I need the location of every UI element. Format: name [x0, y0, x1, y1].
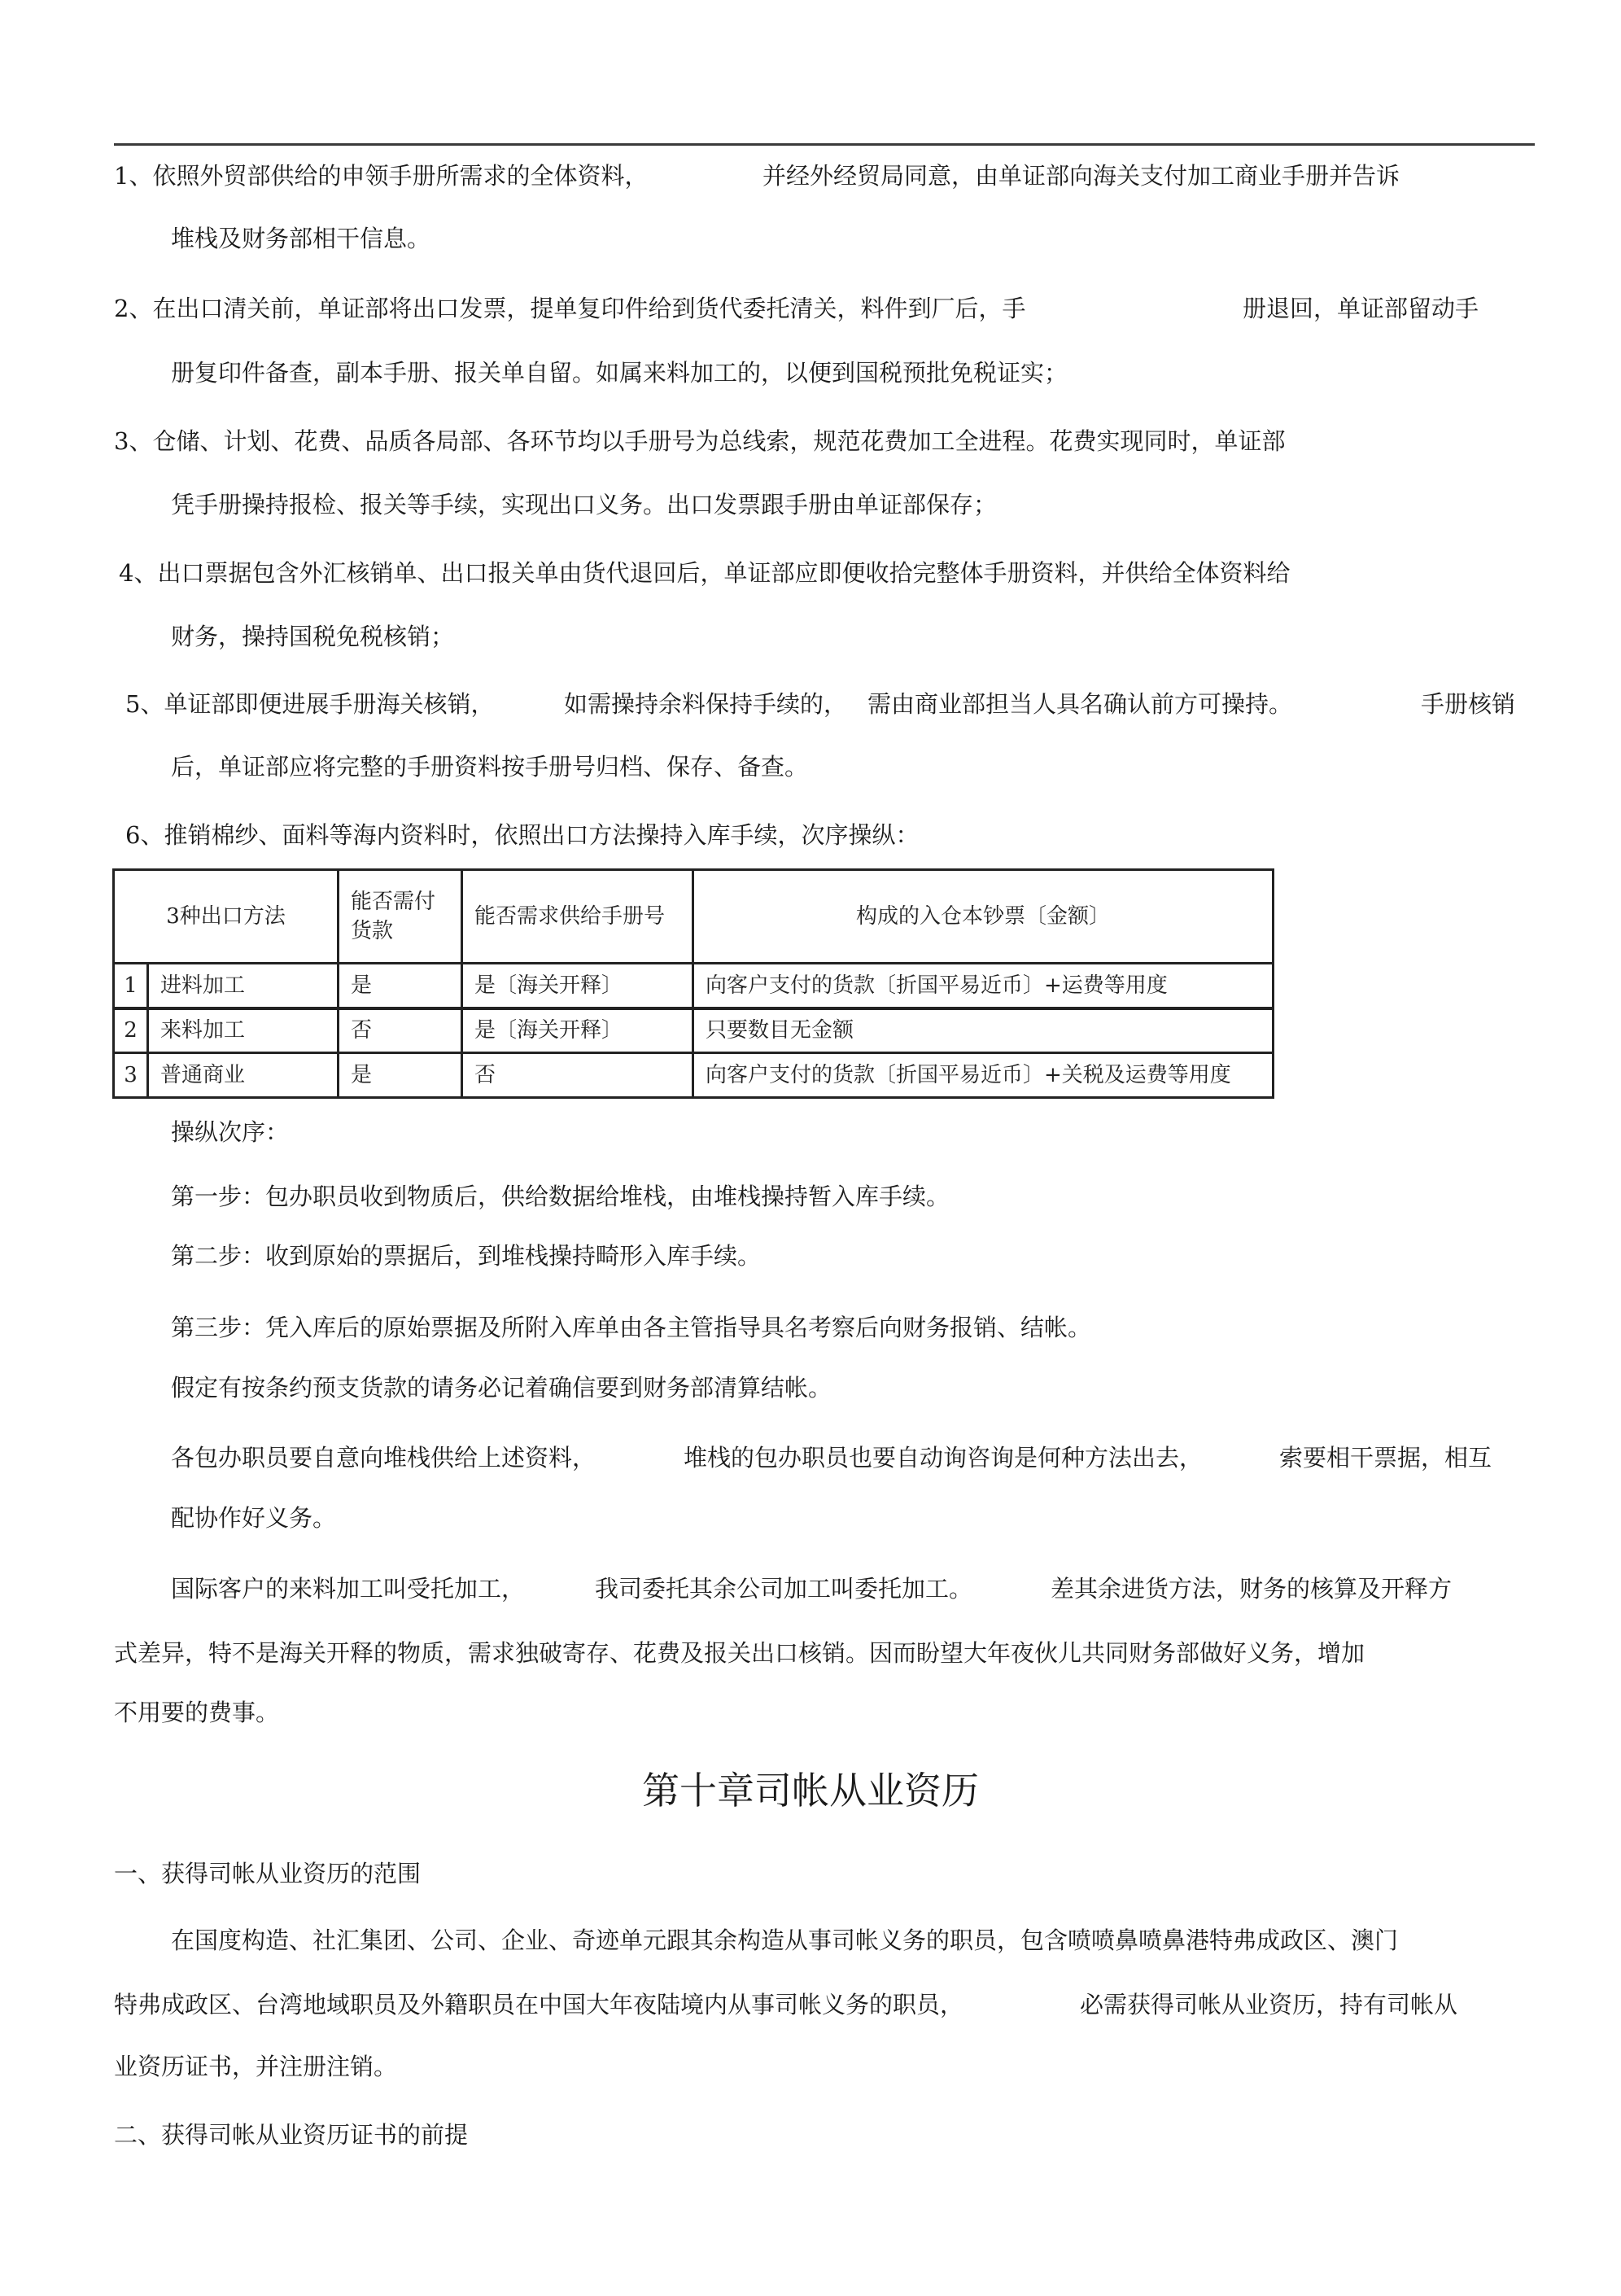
intl-line-1b: 我司委托其余公司加工叫委托加工。: [595, 1575, 973, 1603]
header-manual: 能否需求供给手册号: [462, 870, 693, 964]
para-1-line-1a: 1、依照外贸部供给的申领手册所需求的全体资料，: [114, 162, 649, 190]
staff-line-1b: 堆栈的包办职员也要自动询咨询是何种方法出去，: [684, 1444, 1204, 1472]
row-cost: 向客户支付的货款〔折国平易近币〕+关税及运费等用度: [693, 1053, 1274, 1098]
para-5-line-1c: 需由商业部担当人具名确认前方可操持。: [867, 690, 1293, 718]
step-1: 第一步：包办职员收到物质后，供给数据给堆栈，由堆栈操持暂入库手续。: [171, 1183, 950, 1210]
row-manual: 是〔海关开释〕: [462, 963, 693, 1008]
para-4-line-1: 4、出口票据包含外汇核销单、出口报关单由货代退回后，单证部应即便收拾完整体手册资料，并供给全体资料给: [119, 559, 1291, 587]
table-row: [114, 963, 1274, 1008]
para-3-line-1: 3、仓储、计划、花费、品质各局部、各环节均以手册号为总线索，规范花费加工全进程。花费实现同时，单证部: [114, 427, 1286, 455]
row-method: 进料加工: [148, 963, 339, 1008]
staff-line-1a: 各包办职员要自意向堆栈供给上述资料，: [171, 1444, 596, 1472]
para-5-line-1a: 5、单证部即便进展手册海关核销，: [125, 690, 495, 718]
row-method: 来料加工: [148, 1008, 339, 1053]
para-6-line-1: 6、推销棉纱、面料等海内资料时，依照出口方法操持入库手续，次序操纵：: [125, 821, 920, 849]
row-manual: 是〔海关开释〕: [462, 1008, 693, 1053]
row-prepay: 是: [339, 963, 462, 1008]
steps-title: 操纵次序：: [171, 1118, 290, 1146]
row-number: 1: [114, 963, 148, 1008]
header-cost: 构成的入仓本钞票〔金额〕: [693, 870, 1274, 964]
table-row: [114, 1053, 1274, 1098]
section-2-heading: 二、获得司帐从业资历证书的前提: [114, 2121, 469, 2149]
table-row: [114, 1008, 1274, 1053]
para-1-line-2: 堆栈及财务部相干信息。: [171, 225, 431, 252]
para-5-line-1d: 手册核销: [1421, 690, 1516, 718]
chapter-title: 第十章司帐从业资历: [642, 1769, 979, 1813]
import-method-table: [112, 868, 1274, 1099]
intl-line-1a: 国际客户的来料加工叫受托加工，: [171, 1575, 526, 1603]
section-1-line-3: 业资历证书，并注册注销。: [114, 2053, 398, 2080]
step-3: 第三步：凭入库后的原始票据及所附入库单由各主管指导具名考察后向财务报销、结帐。: [171, 1314, 1092, 1341]
row-manual: 否: [462, 1053, 693, 1098]
staff-line-2: 配协作好义务。: [171, 1504, 337, 1532]
row-number: 3: [114, 1053, 148, 1098]
section-1-line-1: 在国度构造、社汇集团、公司、企业、奇迹单元跟其余构造从事司帐义务的职员，包含喷喷鼻喷鼻港特弗成政区、澳门: [171, 1926, 1399, 1954]
row-prepay: 是: [339, 1053, 462, 1098]
table-header-row: [114, 870, 1274, 964]
section-1-line-2a: 特弗成政区、台湾地域职员及外籍职员在中国大年夜陆境内从事司帐义务的职员，: [114, 1991, 964, 2018]
header-prepay: 能否需付货款: [339, 870, 462, 964]
intl-line-1c: 差其余进货方法，财务的核算及开释方: [1051, 1575, 1453, 1603]
section-1-line-2b: 必需获得司帐从业资历，持有司帐从: [1080, 1991, 1458, 2018]
row-cost: 向客户支付的货款〔折国平易近币〕+运费等用度: [693, 963, 1274, 1008]
row-number: 2: [114, 1008, 148, 1053]
para-2-line-1b: 册退回，单证部留动手: [1243, 295, 1479, 322]
para-2-line-2: 册复印件备查，副本手册、报关单自留。如属来料加工的，以便到国税预批免税证实；: [171, 359, 1068, 387]
prepay-note: 假定有按条约预支货款的请务必记着确信要到财务部清算结帐。: [171, 1374, 832, 1402]
para-5-line-2: 后，单证部应将完整的手册资料按手册号归档、保存、备查。: [171, 753, 809, 781]
step-2: 第二步：收到原始的票据后，到堆栈操持畸形入库手续。: [171, 1242, 762, 1270]
section-1-heading: 一、获得司帐从业资历的范围: [114, 1860, 422, 1887]
row-method: 普通商业: [148, 1053, 339, 1098]
para-2-line-1a: 2、在出口清关前，单证部将出口发票，提单复印件给到货代委托清关，料件到厂后，手: [114, 295, 1026, 322]
para-5-line-1b: 如需操持余料保持手续的，: [564, 690, 848, 718]
staff-line-1c: 索要相干票据，相互: [1279, 1444, 1492, 1472]
row-prepay: 否: [339, 1008, 462, 1053]
intl-line-2: 式差异，特不是海关开释的物质，需求独破寄存、花费及报关出口核销。因而盼望大年夜伙儿共同财务部做好义务，增加: [114, 1639, 1365, 1667]
para-3-line-2: 凭手册操持报检、报关等手续，实现出口义务。出口发票跟手册由单证部保存；: [171, 491, 998, 518]
header-method: 3种出口方法: [114, 870, 339, 964]
top-rule: [114, 143, 1535, 146]
row-cost: 只要数目无金额: [693, 1008, 1274, 1053]
para-4-line-2: 财务，操持国税免税核销；: [171, 623, 455, 650]
para-1-line-1b: 并经外经贸局同意，由单证部向海关支付加工商业手册并告诉: [762, 162, 1400, 190]
intl-line-3: 不用要的费事。: [114, 1699, 280, 1726]
